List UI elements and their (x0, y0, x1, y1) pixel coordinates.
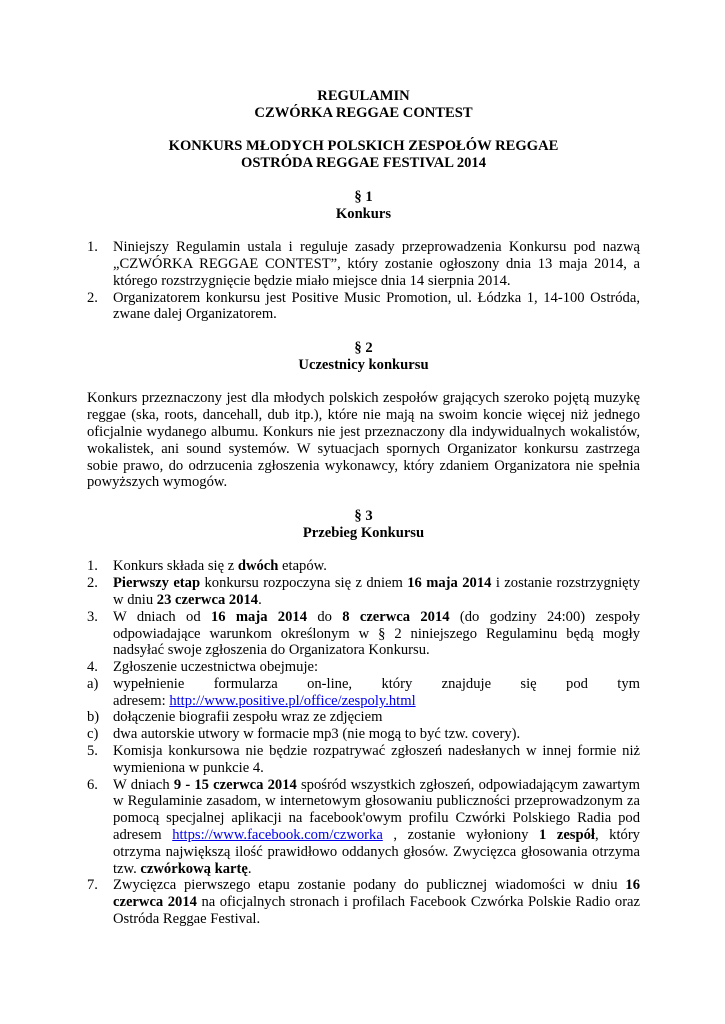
list-number: 4. (87, 659, 98, 676)
section-1-number: § 1 (354, 188, 373, 205)
list-text: dołączenie biografii zespołu wraz ze zdjęciem (113, 709, 383, 726)
doc-subtitle-festival: OSTRÓDA REGGAE FESTIVAL 2014 (240, 155, 487, 172)
form-link[interactable]: http://www.positive.pl/office/zespoly.html (169, 692, 416, 709)
list-number: 6. (87, 776, 98, 793)
section-1-title: Konkurs (335, 205, 392, 222)
list-item (87, 743, 640, 777)
sub-list-item (87, 726, 640, 743)
list-item (87, 575, 640, 609)
list-item (87, 558, 640, 575)
list-number: 3. (87, 608, 98, 625)
section-2-title: Uczestnicy konkursu (298, 356, 429, 373)
list-text: Niniejszy Regulamin ustala i reguluje zasady przeprowadzenia Konkursu pod nazwą „CZWÓRKA REGGAE CONTEST”, który zostanie ogłoszony dnia 13 maja 2014, a którego rozstrzygnięcie będzie miało miejsce dnia 14 sierpnia 2014. (113, 239, 640, 289)
list-number: 5. (87, 743, 98, 760)
list-text: Organizatorem konkursu jest Positive Music Promotion, ul. Łódzka 1, 14-100 Ostróda, zwane dalej Organizatorem. (113, 289, 640, 323)
list-text: Konkurs składa się z dwóch etapów. (113, 558, 327, 575)
list-letter: c) (87, 726, 99, 743)
doc-subtitle: KONKURS MŁODYCH POLSKICH ZESPOŁÓW REGGAE (168, 138, 559, 155)
list-number: 2. (87, 575, 98, 592)
list-number: 7. (87, 877, 98, 894)
section-3-number: § 3 (354, 507, 373, 524)
list-item (87, 239, 640, 289)
list-text: W dniach 9 - 15 czerwca 2014 spośród wszystkich zgłoszeń, odpowiadającym zawartym w Regulaminie zasadom, w internetowym głosowaniu publiczności przeprowadzonym za pomocą specjalnej aplikacji na facebook'owym profilu Czwórki Polskiego Radia pod adresem https://www.facebook.com/czworka , zostanie wyłoniony 1 zespół, który otrzyma największą ilość prawidłowo oddanych głosów. Zwycięzca głosowania otrzyma tzw. czwórkową kartę. (113, 776, 640, 877)
document-content (87, 88, 640, 928)
sub-list-item (87, 709, 640, 726)
list-text: Pierwszy etap konkursu rozpoczyna się z dniem 16 maja 2014 i zostanie rozstrzygnięty w dniu 23 czerwca 2014. (113, 575, 640, 608)
doc-title-contest: CZWÓRKA REGGAE CONTEST (254, 104, 473, 121)
list-item (87, 609, 640, 659)
list-text: Komisja konkursowa nie będzie rozpatrywać zgłoszeń nadesłanych w innej formie niż wymieniona w punkcie 4. (113, 743, 640, 776)
section-2-paragraph: Konkurs przeznaczony jest dla młodych polskich zespołów grających szeroko pojętą muzykę reggae (ska, roots, dancehall, dub itp.), które nie mają na swoim koncie więcej niż jednego oficjalnie wydanego albumu. Konkurs nie jest przeznaczony dla indywidualnych wokalistów, wokalistek, ani sound systemów. W sytuacjach spornych Organizator konkursu zastrzega sobie prawo, do odrzucenia zgłoszenia wykonawcy, który zdaniem Organizatora nie spełnia powyższych wymogów. (87, 390, 640, 491)
list-item (87, 659, 640, 676)
facebook-link[interactable]: https://www.facebook.com/czworka (172, 827, 383, 844)
list-item (87, 777, 640, 878)
list-item (87, 290, 640, 324)
list-item (87, 877, 640, 927)
list-letter: a) (87, 675, 99, 692)
list-text: Zwycięzca pierwszego etapu zostanie podany do publicznej wiadomości w dniu 16 czerwca 2014 na oficjalnych stronach i profilach Facebook Czwórka Polskie Radio oraz Ostróda Reggae Festival. (113, 877, 641, 928)
sub-list-item (87, 676, 640, 710)
list-number: 1. (87, 239, 98, 256)
list-number: 1. (87, 558, 98, 575)
list-number: 2. (87, 289, 98, 306)
list-text: dwa autorskie utwory w formacie mp3 (nie mogą to być tzw. covery). (113, 726, 521, 743)
section-3-title: Przebieg Konkursu (302, 524, 425, 541)
list-letter: b) (87, 709, 100, 726)
section-2-number: § 2 (354, 339, 373, 356)
list-text: W dniach od 16 maja 2014 do 8 czerwca 2014 (do godziny 24:00) zespoły odpowiadające warunkom określonym w § 2 niniejszego Regulaminu będą mogły nadsyłać swoje zgłoszenia do Organizatora Konkursu. (113, 608, 640, 659)
list-text: Zgłoszenie uczestnictwa obejmuje: (113, 659, 319, 676)
list-text: adresem: http://www.positive.pl/office/zespoly.html (113, 692, 416, 709)
list-text: wypełnienie formularza on-line, który znajduje się pod tym (113, 675, 640, 692)
doc-title: REGULAMIN (317, 88, 410, 104)
